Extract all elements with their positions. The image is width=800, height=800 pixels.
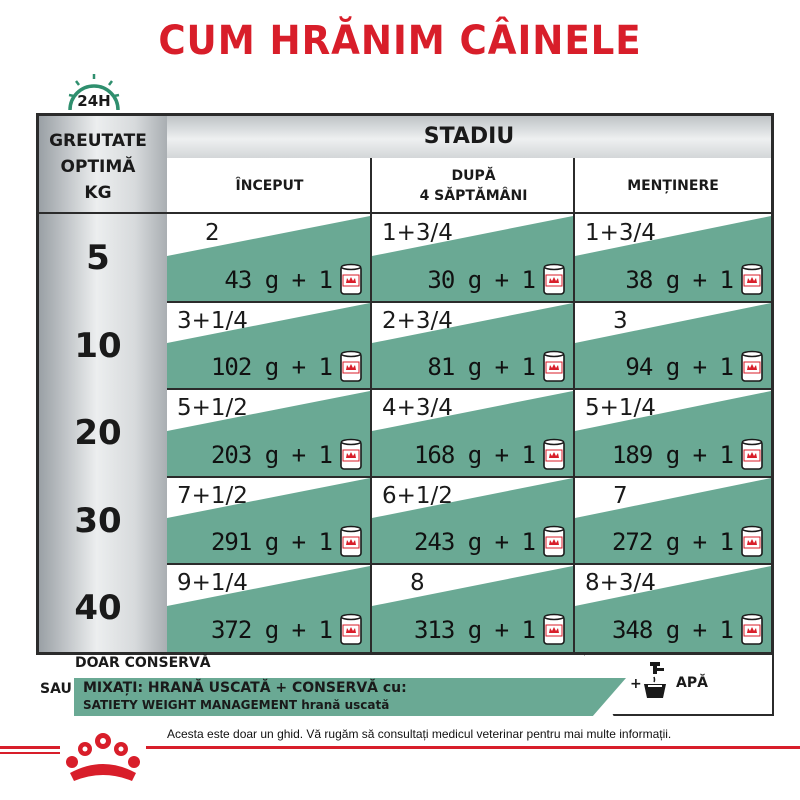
legend-only-wet: DOAR CONSERVĂ [75,655,211,671]
royal-canin-crown-logo [60,729,146,787]
grams-plus-can: 291 g + 1 [210,528,332,557]
table-cell [575,564,771,652]
wet-food-can-icon [741,350,763,383]
wet-food-can-icon [741,525,763,558]
footer-red-line-thin [0,752,60,754]
clock-24h-icon [62,70,126,116]
table-cell [372,302,573,390]
table-cell [167,564,370,652]
cans-per-day: 1+3/4 [382,220,453,246]
clock-24h-label: 24H [77,92,111,110]
cans-per-day: 9+1/4 [177,570,248,597]
stage-header: STADIU [167,116,771,158]
cans-per-day: 5+1/4 [585,395,656,422]
disclaimer: Acesta este doar un ghid. Vă rugăm să consultați medicul veterinar pentru mai multe informații. [167,727,672,741]
column-header-start: ÎNCEPUT [235,177,304,194]
cans-per-day: 4+3/4 [382,395,453,422]
table-cell [372,477,573,565]
weight-value: 20 [74,413,122,454]
water-bowl-icon [640,660,670,700]
grams-plus-can: 43 g + 1 [224,265,332,294]
cans-per-day: 2+3/4 [382,307,453,334]
row-divider [167,301,771,303]
cans-per-day: 5+1/2 [177,395,248,422]
row-divider [167,476,771,478]
wet-food-can-icon [741,613,763,646]
column-divider [370,158,372,652]
cell-green-wedge [167,216,370,256]
cans-per-day: 8+3/4 [585,570,656,597]
cans-per-day: 3+1/4 [177,307,248,334]
cell-green-wedge [372,566,573,606]
wet-food-can-icon [340,525,362,558]
table-cell [372,564,573,652]
weight-header: GREUTATE OPTIMĂ KG [49,131,147,203]
column-header-maintenance: MENȚINERE [627,177,719,194]
table-cell [575,214,771,302]
page-title: CUM HRĂNIM CÂINELE [158,18,642,64]
legend-product: SATIETY WEIGHT MANAGEMENT hrană uscată [83,698,390,712]
cans-per-day: 7 [613,482,628,509]
weight-value: 10 [74,325,122,366]
wet-food-can-icon [543,525,565,558]
grams-plus-can: 38 g + 1 [625,265,733,294]
table-cell [372,389,573,477]
legend-mix: MIXAȚI: HRANĂ USCATĂ + CONSERVĂ cu: [83,680,407,696]
grams-plus-can: 203 g + 1 [210,440,332,469]
weight-value: 40 [74,588,122,629]
table-cell [167,302,370,390]
wet-food-can-icon [543,263,565,296]
grams-plus-can: 272 g + 1 [611,528,733,557]
table-cell [167,214,370,302]
wet-food-can-icon [741,438,763,471]
cans-per-day: 2 [205,220,220,246]
table-cell [575,389,771,477]
wet-food-can-icon [543,613,565,646]
cans-per-day: 6+1/2 [382,482,453,509]
feeding-table [36,113,774,655]
wet-food-can-icon [543,438,565,471]
legend-or: SAU [40,681,72,697]
wet-food-can-icon [741,263,763,296]
grams-plus-can: 81 g + 1 [427,353,535,382]
grams-plus-can: 313 g + 1 [413,615,535,644]
cans-per-day: 1+3/4 [585,220,656,246]
table-cell [575,477,771,565]
grams-plus-can: 348 g + 1 [611,615,733,644]
cell-green-wedge [575,478,771,518]
column-header-after-4-weeks: DUPĂ 4 SĂPTĂMÂNI [419,167,528,204]
cans-per-day: 3 [613,307,628,334]
wet-food-can-icon [340,263,362,296]
grams-plus-can: 94 g + 1 [625,353,733,382]
column-divider [573,158,575,652]
table-cell [575,302,771,390]
table-cell [167,389,370,477]
grams-plus-can: 168 g + 1 [413,440,535,469]
grams-plus-can: 243 g + 1 [413,528,535,557]
table-cell [372,214,573,302]
cell-green-wedge [575,303,771,343]
wet-food-can-icon [340,438,362,471]
grams-plus-can: 102 g + 1 [210,353,332,382]
cans-per-day: 8 [410,570,425,597]
wet-food-can-icon [340,350,362,383]
row-divider [167,563,771,565]
grams-plus-can: 30 g + 1 [427,265,535,294]
weight-value: 30 [74,500,122,541]
weight-value: 5 [86,238,110,278]
wet-food-can-icon [543,350,565,383]
table-cell [167,477,370,565]
grams-plus-can: 189 g + 1 [611,440,733,469]
water-plus: + [630,676,642,692]
cans-per-day: 7+1/2 [177,482,248,509]
row-divider [167,388,771,390]
grams-plus-can: 372 g + 1 [210,615,332,644]
header-divider [39,212,771,214]
wet-food-can-icon [340,613,362,646]
water-label: APĂ [676,675,708,691]
